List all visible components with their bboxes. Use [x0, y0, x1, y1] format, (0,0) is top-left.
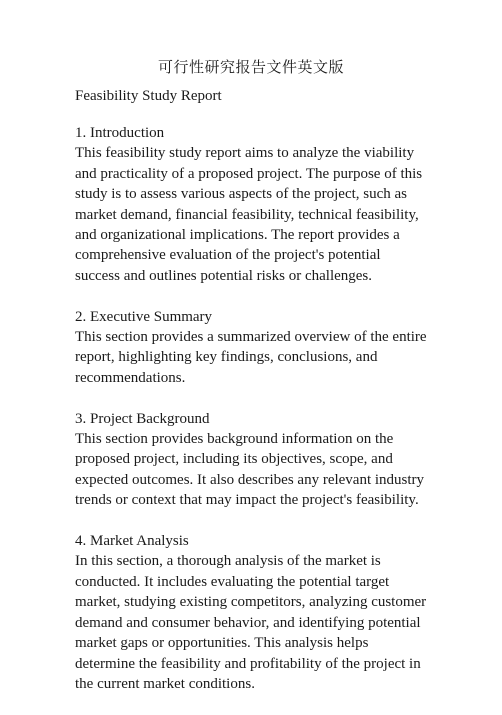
report-heading: Feasibility Study Report: [75, 88, 222, 104]
section-body: This section provides a summarized overview of the entire report, highlighting key findings, conclusions, and recommendations.: [75, 329, 427, 386]
section-heading: 1. Introduction: [75, 125, 165, 141]
section-heading: 4. Market Analysis: [75, 533, 189, 550]
section-body: This section provides background information on the proposed project, including its objectives, scope, and expected outcomes. It also describes any relevant industry trends or context that may impact the project's feasibility.: [75, 431, 425, 509]
section-introduction: [75, 123, 427, 286]
section-body: This feasibility study report aims to analyze the viability and practicality of a proposed project. The purpose of this study is to assess various aspects of the project, such as market demand, financial feasibility, technical feasibility, and organizational implications. The report provides a comprehensive evaluation of the project's potential success and outlines potential risks or challenges.: [75, 145, 423, 284]
section-executive-summary: [75, 307, 427, 389]
section-project-background: [75, 409, 427, 511]
section-market-analysis: [75, 531, 427, 694]
section-body: In this section, a thorough analysis of the market is conducted. It includes evaluating the potential target market, studying existing competitors, analyzing customer demand and consumer behavior, and identifying potential market gaps or opportunities. This analysis helps determine the feasibility and profitability of the project in the current market conditions.: [75, 553, 427, 692]
section-heading: 2. Executive Summary: [75, 308, 213, 325]
document-title: 可行性研究报告文件英文版: [157, 60, 344, 76]
section-heading: 3. Project Background: [75, 410, 210, 427]
document-content: [75, 123, 427, 715]
